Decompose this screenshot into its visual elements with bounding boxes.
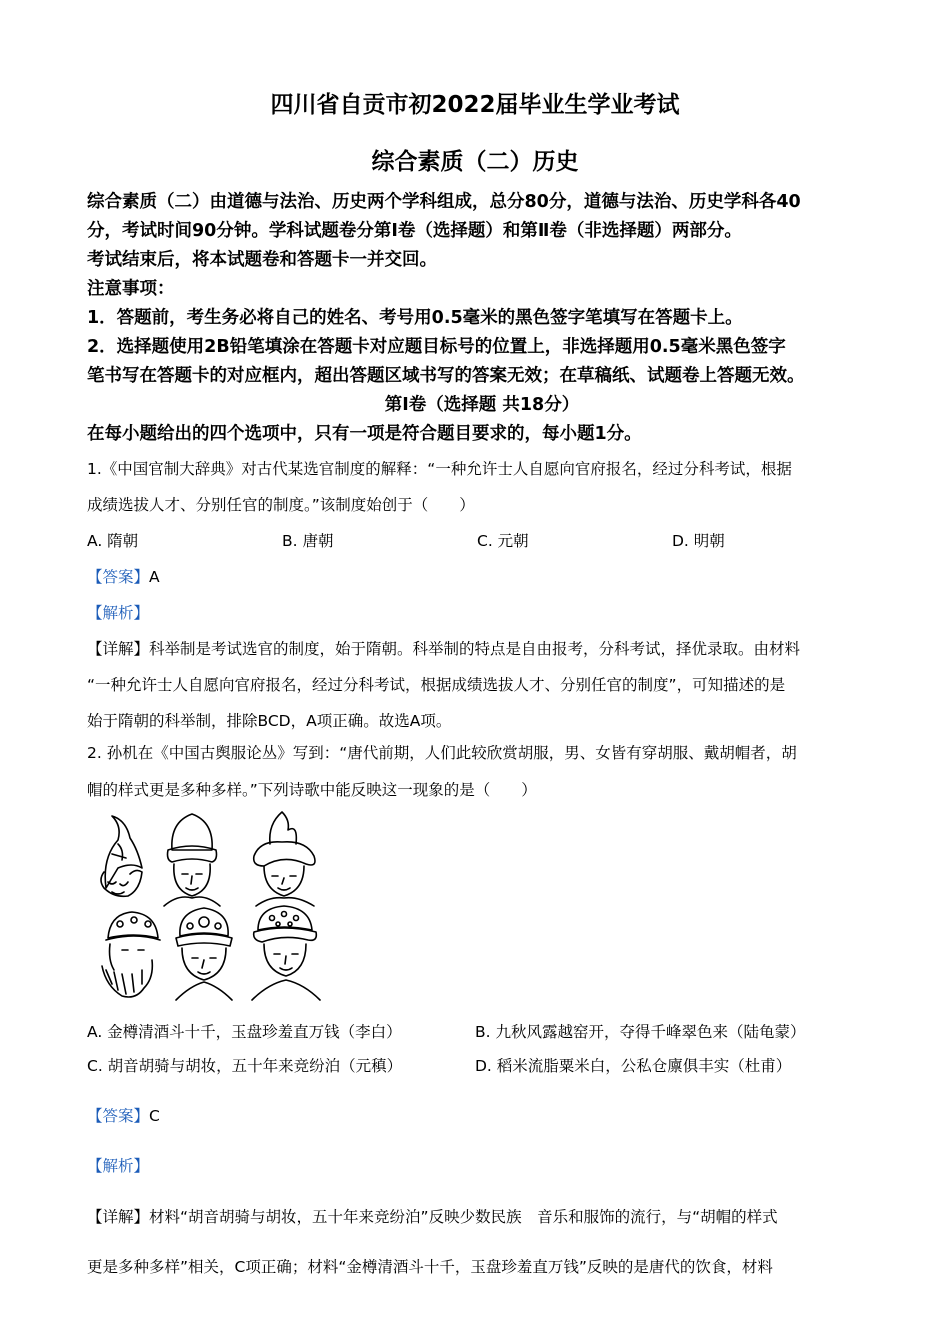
option-a: A. 隋朝 xyxy=(87,532,139,550)
detail-tag: 【详解】 xyxy=(87,640,150,658)
detail-text: 科举制是考试选官的制度，始于隋朝。科举制的特点是自由报考，分科考试，择优录取。由材料 xyxy=(149,640,801,658)
option-d: D. 明朝 xyxy=(672,532,725,550)
question-stem: 1.《中国官制大辞典》对古代某选官制度的解释：“一种允许士人自愿向官府报名，经过分科考试，根据 xyxy=(87,460,792,478)
question-stem: 2. 孙机在《中国古舆服论丛》写到：“唐代前期，人们此较欣赏胡服，男、女皆有穿胡服、戴胡帽者，胡 xyxy=(87,744,797,762)
figure-woman-hat xyxy=(252,906,320,1000)
detail-line: 更是多种多样”相关，C项正确；材料“金樽清酒斗十千，玉盘珍羞直万钱”反映的是唐代的饮食，材料 xyxy=(87,1258,773,1276)
option-row xyxy=(87,1049,887,1083)
question-stem: 成绩选拔人才、分别任官的制度。”该制度始创于（ ） xyxy=(87,496,475,514)
question-1 xyxy=(87,451,867,739)
figure-brimmed-hat xyxy=(254,812,315,906)
section-title: 第Ⅰ卷（选择题 共18分） xyxy=(384,395,580,415)
detail-line: 始于隋朝的科举制，排除BCD，A项正确。故选A项。 xyxy=(87,712,452,730)
intro-line: 分，考试时间90分钟。学科试题卷分第Ⅰ卷（选择题）和第Ⅱ卷（非选择题）两部分。 xyxy=(87,221,742,241)
answer-value: C xyxy=(149,1106,160,1125)
analysis-line xyxy=(87,1149,867,1184)
detail-line: “一种允许士人自愿向官府报名，经过分科考试，根据成绩选拔人才、分别任官的制度”，可知描述的是 xyxy=(87,676,786,694)
figure-tall-hat xyxy=(164,814,220,906)
section-instruction: 在每小题给出的四个选项中，只有一项是符合题目要求的，每小题1分。 xyxy=(87,424,642,444)
analysis-line xyxy=(87,595,867,631)
question-stem: 帽的样式更是多种多样。”下列诗歌中能反映这一现象的是（ ） xyxy=(87,781,537,799)
answer-value: A xyxy=(149,568,160,586)
figure-pointed-hat xyxy=(101,816,142,896)
notice-item: 笔书写在答题卡的对应框内，超出答题区域书写的答案无效；在草稿纸、试题卷上答题无效。 xyxy=(87,366,805,386)
detail-text: 材料“胡音胡骑与胡妆，五十年来竞纷泊”反映少数民族 音乐和服饰的流行，与“胡帽的样式 xyxy=(149,1207,778,1226)
detail-line xyxy=(87,631,867,667)
answer-line xyxy=(87,1099,867,1134)
option-list xyxy=(87,523,867,559)
option-a: A. 金樽清酒斗十千，玉盘珍羞直万钱（李白） xyxy=(87,1023,402,1041)
notice-heading: 注意事项： xyxy=(87,279,175,299)
option-b: B. 九秋风露越窑开，夺得千峰翠色来（陆龟蒙） xyxy=(475,1023,806,1041)
hu-hats-illustration xyxy=(92,810,327,1005)
notice-item: 1．答题前，考生务必将自己的姓名、考号用0.5毫米的黑色签字笔填写在答题卡上。 xyxy=(87,308,743,328)
option-c: C. 元朝 xyxy=(477,532,529,550)
analysis-tag: 【解析】 xyxy=(87,1157,150,1175)
exam-title: 四川省自贡市初2022届毕业生学业考试 xyxy=(270,92,680,118)
option-d: D. 稻米流脂粟米白，公私仓廪俱丰实（杜甫） xyxy=(475,1057,792,1075)
question-2-analysis xyxy=(87,1083,867,1301)
question-2 xyxy=(87,735,867,809)
answer-line xyxy=(87,559,867,595)
option-b: B. 唐朝 xyxy=(282,532,334,550)
figure-bearded-man xyxy=(102,912,160,997)
answer-tag: 【答案】 xyxy=(87,1106,150,1125)
answer-tag: 【答案】 xyxy=(87,568,150,586)
question-2-options xyxy=(87,1015,887,1083)
notice-item: 2．选择题使用2B铅笔填涂在答题卡对应题目标号的位置上，非选择题用0.5毫米黑色签字 xyxy=(87,337,786,357)
intro-line: 考试结束后，将本试题卷和答题卡一并交回。 xyxy=(87,250,437,270)
detail-tag: 【详解】 xyxy=(87,1207,150,1226)
exam-subtitle: 综合素质（二）历史 xyxy=(371,149,579,175)
intro-line: 综合素质（二）由道德与法治、历史两个学科组成，总分80分，道德与法治、历史学科各40 xyxy=(87,192,801,212)
analysis-tag: 【解析】 xyxy=(87,604,150,622)
exam-instructions xyxy=(87,188,877,449)
option-c: C. 胡音胡骑与胡妆，五十年来竞纷泊（元稹） xyxy=(87,1057,403,1075)
figure-flower-cap xyxy=(176,908,232,1000)
option-row xyxy=(87,1015,887,1049)
detail-line xyxy=(87,1200,867,1235)
